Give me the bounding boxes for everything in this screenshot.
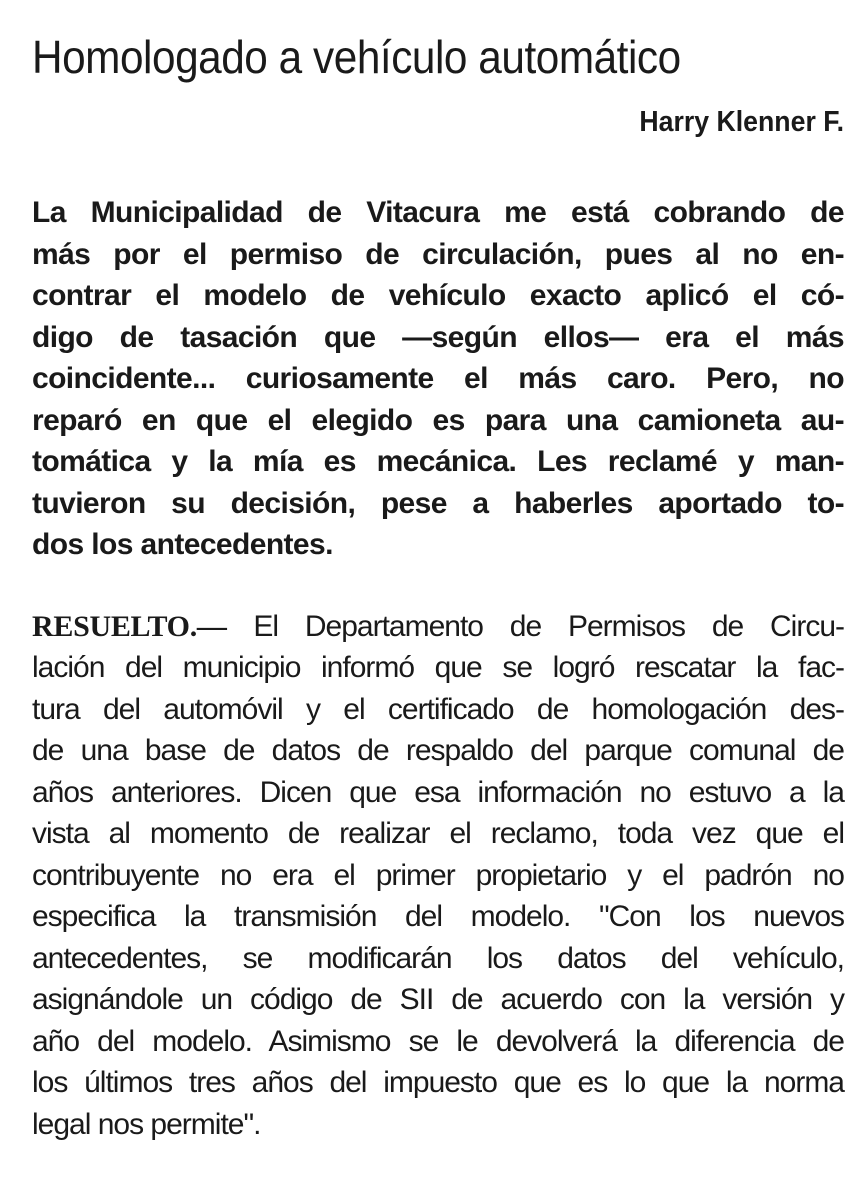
complaint-line: tomática y la mía es mecánica. Les reclamé y man- (32, 445, 844, 478)
complaint-line: La Municipalidad de Vitacura me está cobrando de (32, 196, 844, 229)
response-line: asignándole un código de SII de acuerdo con la versión y (32, 983, 844, 1016)
response-line: vista al momento de realizar el reclamo, toda vez que el (32, 817, 844, 850)
response-line: año del modelo. Asimismo se le devolverá la diferencia de (32, 1024, 844, 1058)
response-line: lación del municipio informó que se logró rescatar la fac- (32, 651, 844, 684)
byline: Harry Klenner F. (639, 106, 844, 138)
complaint-line: más por el permiso de circulación, pues al no en- (32, 237, 844, 271)
complaint-line: tuvieron su decisión, pese a haberles aportado to- (32, 486, 844, 520)
complaint-line: dos los antecedentes. (32, 528, 333, 561)
response-line: especifica la transmisión del modelo. "Con los nuevos (32, 900, 844, 933)
response-line: los últimos tres años del impuesto que es lo que la norma (32, 1066, 844, 1099)
reader-complaint (32, 192, 844, 566)
complaint-line: reparó en que el elegido es para una camioneta au- (32, 403, 844, 437)
response-lead-word: RESUELTO.— (32, 609, 227, 643)
response-first-line (32, 606, 844, 648)
complaint-line: contrar el modelo de vehículo exacto aplicó el có- (32, 279, 844, 312)
response-line: de una base de datos de respaldo del parque comunal de (32, 734, 844, 767)
response-line: contribuyente no era el primer propietario y el padrón no (32, 858, 844, 892)
article (32, 22, 844, 1145)
response-line: antecedentes, se modificarán los datos del vehículo, (32, 941, 844, 975)
response-line: tura del automóvil y el certificado de homologación des- (32, 692, 844, 726)
complaint-line: coincidente... curiosamente el más caro. Pero, no (32, 362, 844, 395)
response-first-line-text: El Departamento de Permisos de Circu- (226, 609, 844, 643)
response-line: legal nos permite". (32, 1107, 261, 1141)
official-response (32, 606, 844, 1146)
complaint-line: digo de tasación que —según ellos— era el más (32, 320, 844, 354)
headline: Homologado a vehículo automático (32, 31, 681, 83)
response-line: años anteriores. Dicen que esa información no estuvo a la (32, 775, 844, 809)
